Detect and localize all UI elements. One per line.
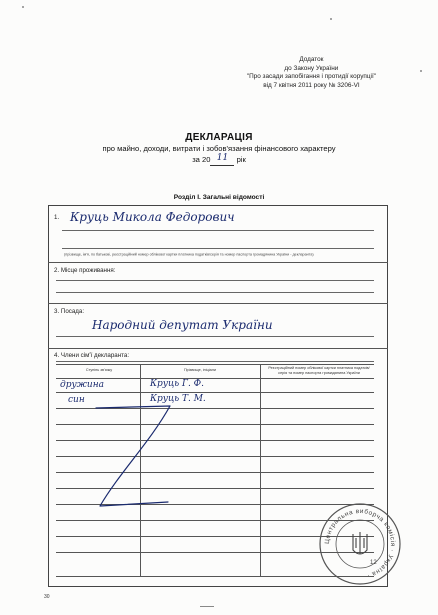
divider-3: [48, 348, 388, 349]
trident-icon: [353, 532, 367, 554]
field1-number: 1.: [54, 214, 60, 221]
field4-label: 4. Члени сім'ї декларанта:: [54, 352, 130, 359]
table-top: [56, 364, 374, 365]
addendum-line: Додаток: [299, 56, 324, 63]
addendum-line: від 7 квітня 2011 року № 3206-VI: [263, 81, 360, 89]
official-stamp: [318, 502, 402, 586]
table-row-2-relation: син: [68, 395, 85, 405]
divider-1: [48, 262, 388, 263]
page-number: 30: [44, 594, 50, 600]
table-header-id: Реєстраційний номер облікової картки платника податків/ серія та номер паспорта громадянина України: [268, 366, 370, 375]
section-title: Розділ І. Загальні відомості: [173, 194, 265, 201]
table-row-1-name: Круць Г. Ф.: [150, 379, 204, 389]
year-line: [0, 155, 438, 166]
field2-underline: [56, 280, 374, 281]
table-header-relation: Ступінь зв'язку: [85, 368, 113, 372]
field4-underline: [56, 361, 374, 362]
stamp-number: 12: [370, 560, 377, 566]
field2-underline-2: [56, 292, 374, 293]
field3-underline: [56, 336, 374, 337]
year-blank: [210, 155, 234, 166]
field1-handwritten-name: Круць Микола Федорович: [70, 210, 235, 224]
table-header-name: Прізвище, ініціали: [183, 368, 217, 372]
field1-caption: (прізвище, ім'я, по батькові, реєстраційний номер облікової картки платника податків/серія та номер паспорта громадянина України - декларанта): [64, 252, 314, 257]
field1-underline-2: [62, 248, 374, 249]
table-row-1-relation: дружина: [60, 380, 105, 390]
table-row-2-name: Круць Т. М.: [150, 394, 206, 404]
divider-2: [48, 303, 388, 304]
scan-speck: [22, 6, 24, 8]
addendum-line: "Про засади запобігання і протидії корупції": [246, 73, 376, 81]
scan-speck: [420, 70, 422, 72]
addendum-note: [247, 56, 376, 90]
year-prefix: за 20: [192, 155, 211, 164]
document-subtitle: про майно, доходи, витрати і зобов'язання фінансового характеру: [102, 144, 336, 153]
strike-mark: [90, 402, 180, 512]
addendum-line: до Закону України: [284, 64, 339, 72]
table-col-divider-2: [260, 364, 261, 576]
year-handwritten: 11: [216, 153, 229, 163]
document-title: ДЕКЛАРАЦІЯ: [185, 132, 253, 143]
stamp-ring-text: Центральна виборча комісія · Україна ·: [323, 507, 397, 580]
table-header-bottom: [56, 378, 374, 379]
field1-underline: [62, 230, 374, 231]
field3-handwritten-position: Народний депутат України: [92, 318, 273, 332]
scan-speck: [330, 18, 332, 20]
scan-speck: [200, 606, 214, 607]
field2-label: 2. Місце проживання:: [54, 267, 116, 274]
year-suffix: рік: [236, 155, 246, 164]
table-row-line: [56, 392, 374, 393]
field3-label: 3. Посада:: [54, 308, 85, 315]
